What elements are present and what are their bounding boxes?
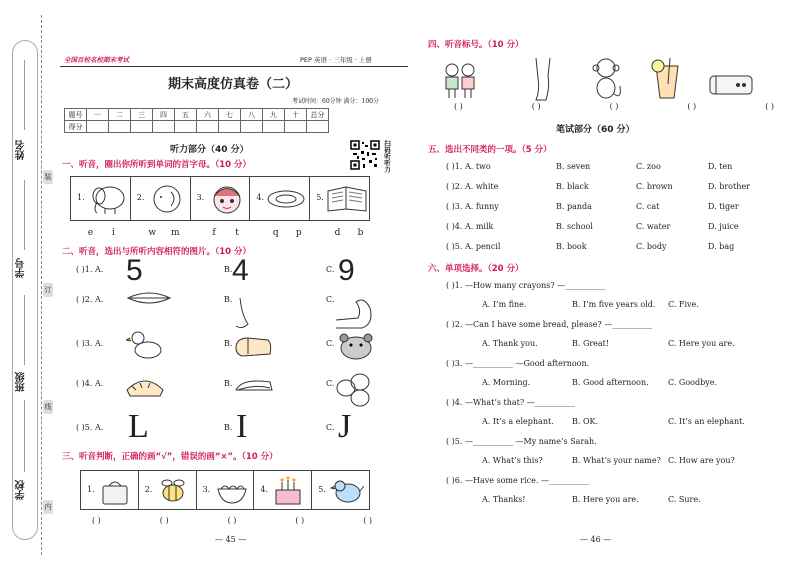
s6-question[interactable]: ( )5. —__________ —My name’s Sarah.	[446, 437, 597, 446]
letter-l[interactable]: L	[128, 408, 149, 445]
score-input-cell[interactable]	[197, 121, 219, 133]
s3-cell	[197, 471, 255, 509]
s5-option-d: D. tiger	[708, 202, 739, 211]
letter-option[interactable]: p	[295, 228, 302, 238]
eraser-icon	[708, 72, 754, 98]
s5-option-b: B. book	[556, 242, 587, 251]
s1-cell	[131, 177, 191, 220]
page-number-left: — 45 —	[215, 535, 247, 544]
score-label-cell: 得分	[65, 121, 87, 133]
s6-option-c: C. Sure.	[668, 495, 701, 504]
score-input-cell[interactable]	[307, 121, 329, 133]
answer-blank[interactable]: ( )	[687, 102, 697, 111]
bee-icon	[157, 475, 189, 507]
s2-question: ( )5. A.	[76, 423, 104, 432]
s6-option-b: B. Good afternoon.	[572, 378, 649, 387]
children-icon	[440, 60, 488, 100]
score-header-cell: 九	[263, 109, 285, 121]
answer-blank[interactable]: ( )	[227, 516, 237, 525]
s1-cell	[310, 177, 369, 220]
mouth-icon[interactable]	[126, 290, 172, 306]
s2-question: ( )3. A.	[76, 339, 104, 348]
letter-i[interactable]: I	[236, 408, 248, 445]
s3-cell	[312, 471, 369, 509]
id-label: 学号	[16, 258, 27, 278]
grade-label: PEP 英语 · 三年级 · 上册	[300, 56, 372, 64]
s6-option-b: B. Here you are.	[572, 495, 639, 504]
s3-num: 2.	[144, 485, 153, 494]
s3-num: 4.	[260, 485, 269, 494]
s6-question[interactable]: ( )4. —What’s that? —__________	[446, 398, 575, 407]
s6-question[interactable]: ( )1. —How many crayons? —__________	[446, 281, 606, 290]
s1-cell	[250, 177, 310, 220]
id-line	[24, 180, 25, 250]
s5-option-d: D. brother	[708, 182, 750, 191]
s5-option-b: B. school	[556, 222, 593, 231]
listening-banner: 听力部分（40 分）	[170, 145, 249, 155]
s2-question: ( )2. A.	[76, 295, 104, 304]
series-label: 全国百校名校期末考试	[64, 56, 129, 64]
section3-title: 三、听音判断，正确的画“√”，错误的画“×”。（10 分）	[62, 452, 278, 462]
eggs-icon[interactable]	[334, 368, 376, 408]
letter-option[interactable]: t	[235, 228, 239, 238]
s2-question: ( )4. A.	[76, 379, 104, 388]
s2-option-b: B.	[224, 339, 233, 348]
s1-num: 4.	[256, 193, 265, 202]
section1-title: 一、听音，圈出你所听到单词的首字母。（10 分）	[62, 160, 252, 170]
s5-question[interactable]: ( )1. A. two	[446, 162, 491, 171]
s5-option-c: C. body	[636, 242, 667, 251]
digit-nine[interactable]: 9	[338, 254, 355, 287]
s2-option-b: B.	[224, 265, 233, 274]
letter-option[interactable]: e	[87, 228, 94, 238]
exam-info: 考试时间：60分钟 满分：100分	[292, 98, 379, 105]
s3-num: 1.	[87, 485, 95, 494]
elephant-icon	[89, 182, 127, 216]
name-line	[24, 60, 25, 130]
strip-badge: 线	[43, 400, 53, 414]
score-input-cell[interactable]	[285, 121, 307, 133]
s5-question[interactable]: ( )3. A. funny	[446, 202, 499, 211]
strip-badge: 装	[43, 170, 53, 184]
s2-option-c: C.	[326, 339, 335, 348]
s5-option-d: D. bag	[708, 242, 735, 251]
s2-option-b: B.	[224, 295, 233, 304]
letter-j[interactable]: J	[338, 408, 352, 445]
s2-option-c: C.	[326, 265, 335, 274]
s5-question[interactable]: ( )4. A. milk	[446, 222, 494, 231]
score-header-cell: 三	[131, 109, 153, 121]
s6-option-c: C. Goodbye.	[668, 378, 717, 387]
school-label: 学校	[16, 480, 27, 500]
s5-question[interactable]: ( )5. A. pencil	[446, 242, 501, 251]
s6-option-c: C. It’s an elephant.	[668, 417, 745, 426]
class-line	[24, 295, 25, 365]
qr-caption: 扫码听听力	[383, 140, 391, 173]
qr-code	[350, 140, 380, 170]
plate-icon	[266, 187, 306, 211]
s6-question[interactable]: ( )3. —__________ —Good afternoon.	[446, 359, 590, 368]
score-header-cell: 五	[175, 109, 197, 121]
strip-border	[12, 40, 38, 540]
s5-option-b: B. seven	[556, 162, 591, 171]
s2-question: ( )1. A.	[76, 265, 104, 274]
s1-num: 2.	[136, 193, 145, 202]
s5-option-c: C. cat	[636, 202, 660, 211]
birthday-cake-icon	[272, 474, 304, 508]
cut-line	[41, 15, 42, 555]
section3-picture-row	[80, 470, 370, 510]
digit-five[interactable]: 5	[126, 254, 143, 287]
writing-banner: 笔试部分（60 分）	[556, 125, 635, 135]
s1-num: 3.	[196, 193, 205, 202]
s5-option-d: D. ten	[708, 162, 733, 171]
s3-num: 3.	[202, 485, 211, 494]
s6-option-a: A. It’s a elephant.	[482, 417, 554, 426]
score-input-cell[interactable]	[219, 121, 241, 133]
name-label: 姓名	[16, 140, 27, 160]
s5-option-c: C. zoo	[636, 162, 661, 171]
bag-icon	[99, 476, 131, 506]
bird-icon	[330, 476, 364, 506]
noodle-bowl-icon	[215, 479, 249, 505]
nose-icon[interactable]	[228, 296, 254, 334]
score-input-cell[interactable]	[109, 121, 131, 133]
s6-option-a: A. I’m fine.	[482, 300, 527, 309]
score-table	[64, 108, 329, 133]
s3-cell	[254, 471, 312, 509]
s6-question[interactable]: ( )2. —Can I have some bread, please? —__________	[446, 320, 653, 329]
header-rule	[60, 66, 408, 67]
letter-option[interactable]: w	[148, 228, 157, 238]
monkey-icon	[590, 56, 624, 102]
s6-question[interactable]: ( )6. —Have some rice. —__________	[446, 476, 589, 485]
s6-option-c: C. Five.	[668, 300, 699, 309]
s6-option-b: B. I’m five years old.	[572, 300, 656, 309]
s6-option-a: A. What’s this?	[482, 456, 543, 465]
answer-blank[interactable]: ( )	[609, 102, 619, 111]
s2-option-c: C.	[326, 295, 335, 304]
section6-title: 六、单项选择。（20 分）	[428, 264, 524, 274]
bear-icon[interactable]	[336, 330, 376, 362]
letter-option[interactable]: m	[170, 228, 180, 238]
s1-cell	[191, 177, 251, 220]
s1-num: 1.	[77, 193, 85, 202]
score-header-cell: 八	[241, 109, 263, 121]
letter-option[interactable]: f	[212, 228, 216, 238]
section4-title: 四、听音标号。（10 分）	[428, 40, 524, 50]
page-number-right: — 46 —	[580, 535, 612, 544]
score-header-cell: 总分	[307, 109, 329, 121]
score-input-cell[interactable]	[241, 121, 263, 133]
score-input-cell[interactable]	[175, 121, 197, 133]
score-header-cell: 四	[153, 109, 175, 121]
s4-answer-row	[454, 102, 774, 111]
score-header-cell: 题号	[65, 109, 87, 121]
score-input-cell[interactable]	[263, 121, 285, 133]
arm-icon[interactable]	[334, 294, 376, 332]
score-input-cell[interactable]	[153, 121, 175, 133]
answer-blank[interactable]: ( )	[765, 102, 774, 111]
s3-cell	[139, 471, 197, 509]
page-title: 期末高度仿真卷（二）	[168, 77, 299, 92]
strip-badge: 内	[43, 500, 53, 514]
s3-cell	[81, 471, 139, 509]
answer-blank[interactable]: ( )	[531, 102, 541, 111]
s5-option-b: B. black	[556, 182, 589, 191]
s5-question[interactable]: ( )2. A. white	[446, 182, 499, 191]
answer-blank[interactable]: ( )	[295, 516, 305, 525]
s6-option-a: A. Morning.	[482, 378, 531, 387]
answer-blank[interactable]: ( )	[159, 516, 169, 525]
s6-option-a: A. Thanks!	[482, 495, 526, 504]
s5-option-c: C. brown	[636, 182, 673, 191]
letter-option[interactable]: i	[112, 228, 115, 238]
s5-option-b: B. panda	[556, 202, 592, 211]
duck-icon[interactable]	[126, 330, 164, 360]
s6-option-c: C. How are you?	[668, 456, 735, 465]
leg-icon	[528, 56, 558, 102]
answer-blank[interactable]: ( )	[92, 516, 101, 525]
s5-option-c: C. water	[636, 222, 671, 231]
s2-option-b: B.	[224, 423, 233, 432]
bread-icon[interactable]	[232, 334, 274, 360]
letter-option[interactable]: b	[357, 228, 364, 238]
s3-answer-row	[92, 516, 372, 525]
score-header-cell: 二	[109, 109, 131, 121]
s6-option-c: C. Here you are.	[668, 339, 735, 348]
section2-title: 二、听音，选出与所听内容相符的图片。（10 分）	[62, 247, 252, 257]
score-header-cell: 十	[285, 109, 307, 121]
girl-face-icon	[209, 181, 245, 217]
school-line	[24, 400, 25, 472]
digit-four[interactable]: 4	[232, 254, 249, 287]
s6-option-b: B. OK.	[572, 417, 599, 426]
s1-num: 5.	[316, 193, 324, 202]
book-icon	[326, 185, 368, 213]
score-header-cell: 六	[197, 109, 219, 121]
cake-icon[interactable]	[232, 374, 274, 396]
ear-icon	[149, 182, 185, 216]
s1-cell	[71, 177, 131, 220]
answer-blank[interactable]: ( )	[363, 516, 372, 525]
strip-badge: 订	[43, 283, 53, 297]
s6-option-b: B. What’s your name?	[572, 456, 661, 465]
s2-option-c: C.	[326, 379, 335, 388]
s6-option-a: A. Thank you.	[482, 339, 538, 348]
pie-icon[interactable]	[124, 374, 166, 400]
section1-picture-row	[70, 176, 370, 221]
s2-option-b: B.	[224, 379, 233, 388]
score-header-cell: 七	[219, 109, 241, 121]
score-input-cell[interactable]	[131, 121, 153, 133]
section5-title: 五、选出不同类的一项。（5 分）	[428, 145, 552, 155]
letter-option[interactable]: q	[272, 228, 279, 238]
juice-glass-icon	[648, 54, 684, 102]
s5-option-d: D. juice	[708, 222, 739, 231]
s2-option-c: C.	[326, 423, 335, 432]
s6-option-b: B. Great!	[572, 339, 610, 348]
s1-letters	[79, 228, 372, 238]
answer-blank[interactable]: ( )	[454, 102, 463, 111]
score-header-cell: 一	[87, 109, 109, 121]
class-label: 班级	[16, 372, 27, 392]
letter-option[interactable]: d	[334, 228, 341, 238]
score-input-cell[interactable]	[87, 121, 109, 133]
s3-num: 5.	[318, 485, 326, 494]
